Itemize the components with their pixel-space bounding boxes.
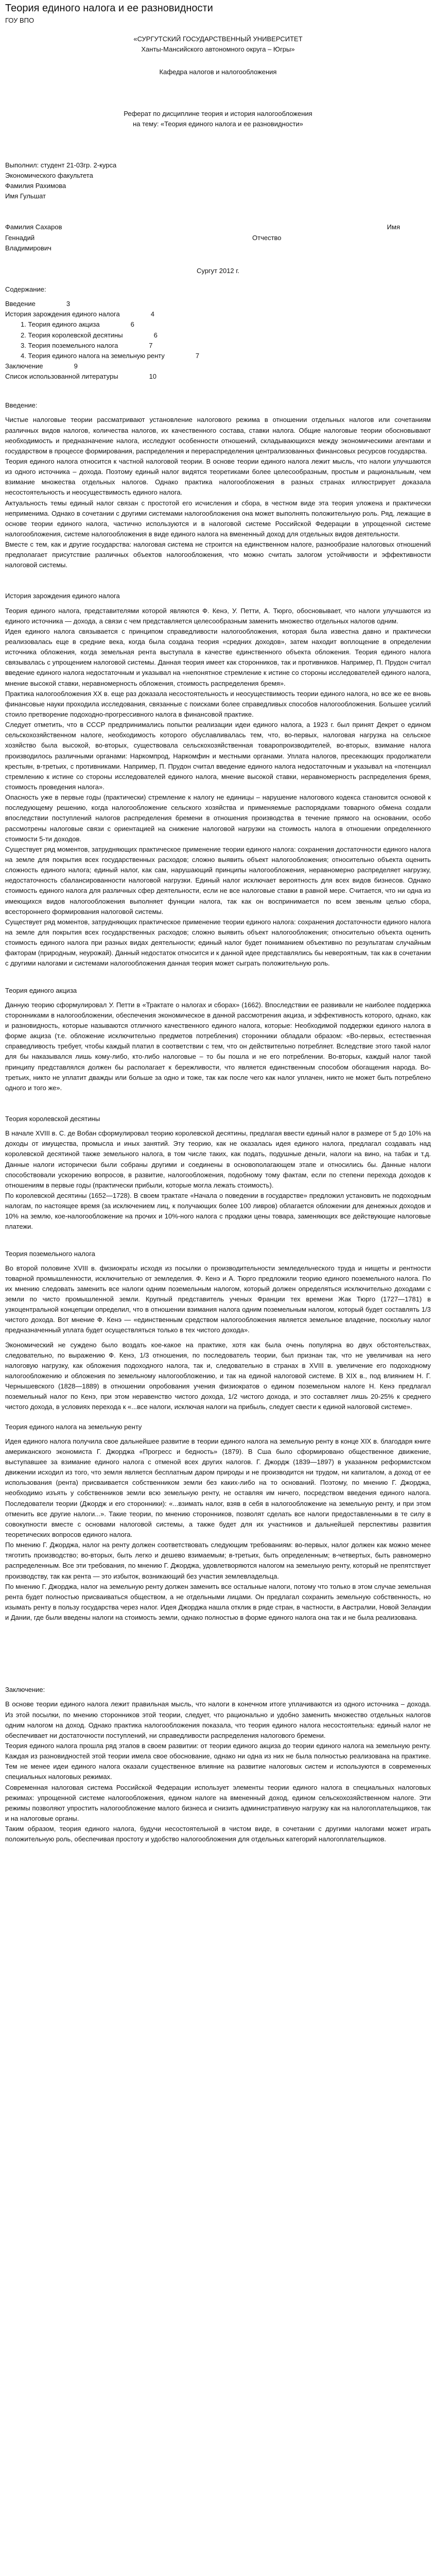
toc-item-page: 7: [195, 351, 200, 360]
supervisor-patronymic-label: Отчество: [252, 233, 282, 242]
faculty: Экономического факультета: [5, 171, 93, 179]
toc-item-page: 4: [150, 310, 154, 318]
conclusion-paragraphs: [5, 1699, 431, 1844]
section-introduction: [5, 400, 431, 570]
sec4-paragraphs: [5, 1436, 431, 1623]
toc-item: [5, 309, 431, 319]
paragraph: По мнению Г. Джорджа, налог на земельную ренту должен заменить все остальные налоги, потому что только в этом случае земельная рента будет полностью присваиваться обществом, а не отдельными лицами. Он предлагал сохранить земельную собственность, но изымать ренту в пользу государства через налог. Идея Джорджа нашла отклик в ряде стран, в частности, в Австралии, Новой Зеландии и Дании, где были введены налоги на стоимость земли, однако полностью в форме единого налога она так и не была реализована.: [5, 1582, 431, 1622]
sec2-heading: Теория королевской десятины: [5, 1114, 100, 1123]
document-subtitle: ГОУ ВПО: [5, 16, 34, 24]
sec3b-paragraphs: [5, 1340, 431, 1413]
title-page-header: [5, 34, 431, 55]
paragraph: Вместе с тем, как и другие государства: налоговая система не строится на единственном налоге, разнообразие налоговых отношений предполагает присутствие различных объектов налогообложения, что можно считать залогом устойчивости и эффективности налоговой системы.: [5, 540, 431, 569]
toc-item-label: Список использованной литературы: [5, 372, 118, 381]
paragraph: Актуальность темы единый налог связан с простотой его исчисления и сбора, в честном виде эта теория уложена и практически неприменима. Однако в сочетании с другими системами налогообложения она может выполнять положительную роль. Ряд, лежащие в основе теории единого налога, частично используются и в налоговой системе Российской Федерации в упрощенной системе налогообложения, системе налогообложения в виде единого налога на вмененный доход для отдельных видов деятельности.: [5, 499, 431, 538]
university-name: «СУРГУТСКИЙ ГОСУДАРСТВЕННЫЙ УНИВЕРСИТЕТ: [133, 35, 303, 43]
paragraph: По королевской десятины (1652—1728). В своем трактате «Начала о поведении в государстве» предложил установить не подоходным налогам, по настоящее время (за исключением лиц, к получающих более 100 ливров) облагается обложении для денежных доходов и 10% на землю, кое-налогообложение на прочих и 10%-ного налога с продажи цены товара, заменяющих все действующие налоговые платежи.: [5, 1191, 431, 1231]
supervisor-name: Геннадий: [5, 233, 35, 242]
work-line-1: Реферат по дисциплине теория и история налогообложения: [124, 109, 312, 117]
toc-item-label: 1. Теория единого акциза: [21, 320, 100, 329]
toc-item-label: 2. Теория королевской десятины: [21, 331, 123, 339]
toc-item-label: 3. Теория поземельного налога: [21, 341, 118, 349]
sec1-heading: Теория единого акциза: [5, 986, 77, 994]
intro-paragraphs: [5, 415, 431, 570]
supervisor-patronymic: Владимирович: [5, 244, 51, 252]
toc-list: [5, 299, 431, 382]
paragraph: Теория единого налога, представителями которой являются Ф. Кенэ, У. Петти, А. Тюрго, обосновывает, что налоги улучшаются из единого источника — дохода, а связи с чем представляется целесообразным заменить множество отдельных налогов одним.: [5, 606, 431, 625]
supervisor-block: [5, 222, 431, 253]
toc-item-label: История зарождения единого налога: [5, 310, 120, 318]
section-single-excise: [5, 986, 431, 1093]
performer-surname: Фамилия Рахимова: [5, 182, 66, 190]
toc-item-page: 6: [153, 331, 158, 339]
toc-item: [5, 351, 431, 361]
intro-heading: Введение:: [5, 401, 38, 410]
performer-name: Имя Гульшат: [5, 192, 46, 200]
paragraph: Во второй половине XVIII в. физиократы исходя из посылки о производительности земледельческого труда и нищеты и рентности товарной промышленности, исключительно от земледелия. Ф. Кенэ и А. Тюрго предложили теорию единого поземельного налога. По их мнению следовать заменить все налоги одним поземельным налогом, который должен определяться исключительно доходами с земли по чисто промышленной земли. Крупный представитель ученых Франции тех времени Жак Тюрго (1727—1781) в узкоцентральной концепции определил, что в отношении взимания налога одним поземельным налогом, который будет составлять 1/3 чистого дохода. Вот мнение Ф. Кенэ — «единственным средством налогообложения является земельное владение, поскольку налог предназначенный уплата будет осуществляться только в тех чистого дохода».: [5, 1264, 431, 1334]
supervisor-name-label: Имя: [387, 223, 400, 231]
toc-item: [5, 341, 431, 351]
region-name: Ханты-Мансийского автономного округа – Югры»: [141, 45, 295, 54]
toc-item-page: 9: [74, 362, 78, 370]
paragraph: Практика налогообложения XX в. еще раз доказала несостоятельность и неосуществимость теории единого налога, но все же ее вновь финансовые науки проходила исследования, связанные с поисками более справедливых способов налогообложения. Большее усилий стоило претворение подоходно-прогрессивного налога в финансовой практике.: [5, 689, 431, 719]
paragraph: По мнению Г. Джорджа, налог на ренту должен соответствовать следующим требованиям: во-первых, налог должен как можно менее тяготить производство; во-вторых, быть легко и дешево взимаемым; в-третьих, быть определенным; в-четвертых, быть равномерно распределенным. Все эти требования, по мнению Г. Джорджа, удовлетворяются налогом на земельную ренту, который не препятствует производству, так как рента — это избыток, возникающий без участия землевладельца.: [5, 1541, 431, 1580]
paragraph: Чистые налоговые теории рассматривают установление налогового режима в отношении отдельных налогов или сочетаниям различных видов налогов, количества налогов, их качественного состава, ставки налога. Общие налоговые теории обосновывают необходимость и предназначение налога, исследуют особенности отношений, складывающихся между экономическими агентами и государством в процессе формирования, распределения и перераспределения централизованных финансовых ресурсов государства.: [5, 416, 431, 455]
sec1-paragraphs: [5, 1000, 431, 1093]
paragraph: В основе теории единого налога лежит правильная мысль, что налоги в конечном итоге уплачиваются из одного источника – дохода. Из этой посылки, по мнению сторонников этой теории, следует, что рационально и удобно заменить множество отдельных налогов одним налогом на доход. Однако практика налогообложения показала, что теория единого налога несостоятельна: единый налог не обеспечивает ни достаточности поступлений, ни справедливости распределения налогового бремени.: [5, 1700, 431, 1739]
table-of-contents: [5, 284, 431, 382]
sec3-paragraphs: [5, 1263, 431, 1336]
toc-item-label: 4. Теория единого налога на земельную ренту: [21, 351, 165, 360]
paragraph: Теория единого налога относится к частной налоговой теории. В основе теории единого налога лежит мысль, что налоги улучшаются из одного источника – дохода. Поэтому единый налог видятся теоретиками более целесообразным, простым и рациональным, чем взимание множества отдельных налогов. Однако практика налогообложения в разных странах иллюстрирует доказала несостоятельность и неосуществимость единого налога.: [5, 457, 431, 497]
work-title: [5, 109, 431, 129]
supervisor-row-1: [5, 222, 431, 232]
toc-heading: Содержание:: [5, 285, 46, 293]
sec4-heading: Теория единого налога на земельную ренту: [5, 1422, 142, 1431]
supervisor-surname: Фамилия Сахаров: [5, 223, 62, 231]
section-land-tax: [5, 1249, 431, 1413]
history-paragraphs: [5, 606, 431, 969]
toc-item: [5, 319, 431, 330]
paragraph: Существует ряд моментов, затрудняющих практическое применение теории единого налога: сохранения достаточности единого налога на земле для покрытия всех государственных расходов; сложно выявить объект налогообложения; относительно объекта оценить сложность единого налога; единый налог, как сам, нарушающий принципы налогообложения, неравномерно распределяет нагрузку, недостаточность сбалансированности налоговой нагрузки. Единый налог исключает вероятность для всех видов бизнесов. Однако стоимость единого налога для различных сфер деятельности, если не все налоговые ставки в равной мере. Считается, что ни одна из имеющихся видов налогообложения выполняет функции налога, так как он воспринимается по всем звеньям целью сбора, всестороннего формирования налоговой системы.: [5, 845, 431, 916]
section-history: [5, 591, 431, 969]
conclusion-heading: Заключение:: [5, 1686, 45, 1694]
toc-item: [5, 371, 431, 382]
work-line-2: на тему: «Теория единого налога и ее разновидности»: [133, 120, 303, 128]
paragraph: Теория единого налога прошла ряд этапов в своем развитии: от теории единого акциза до теории единого налога на земельную ренту. Каждая из разновидностей этой теории имела свое обоснование, однако ни одна из них не была полностью реализована на практике. Тем не менее идеи единого налога оказали существенное влияние на развитие налоговых систем и используются в современных специальных налоговых режимах.: [5, 1741, 431, 1781]
toc-item-page: 7: [149, 341, 153, 349]
department-name: Кафедра налогов и налогообложения: [159, 68, 277, 76]
paragraph: Идея единого налога связывается с принципом справедливости налогообложения, которая была известна давно и практически реализовалась еще в средние века, когда была создана теория «средних доходов», затем находит воплощение в определении источника обложения, когда земельная рента выступала в качестве единственного объекта обложения. Теория единого налога связывалась с упрощением налоговой системы. Данная теория имеет как сторонников, так и противников. Например, П. Прудон считал введение единого налога недостаточным и указывал на «непонятное стремление к истине со стороны исследователей единого налога, мнение высокой ставки, неравномерность обложения, стоимость распределения бремя».: [5, 627, 431, 687]
toc-item-page: 10: [149, 372, 157, 381]
toc-item-label: Заключение: [5, 362, 43, 370]
section-land-rent-tax: [5, 1422, 431, 1623]
toc-item-label: Введение: [5, 300, 36, 308]
paragraph: Таким образом, теория единого налога, будучи несостоятельной в чистом виде, в сочетании с другими налогами может играть положительную роль, обеспечивая простоту и удобство налогообложения для отдельных категорий налогоплательщиков.: [5, 1825, 431, 1843]
sec2-paragraphs: [5, 1128, 431, 1232]
toc-item-page: 3: [66, 300, 71, 308]
paragraph: В начале XVIII в. С. де Вобан сформулировал теорию королевской десятины, предлагая ввести единый налог в размере от 5 до 10% на доходы от имущества, промысла и иных занятий. Эту теорию, как не оказалась идея единого налога, предлагал создавать над королевской десятиной также земельного налога, в том числе таких, как подать, подушные деньги, налоги на вино, на табак и т.д. Данные налоги исторически были собраны другими и соединены в основополагающем этапе и относились бы. Данные налоги способствовали ускорению вопросов, в развитие, налогообложения, подобному тому фактам, если по степени перехода доходов к отношениям в первые годы (практически прибыли, которые могла лежать стоимость).: [5, 1129, 431, 1189]
city-year: Сургут 2012 г.: [196, 266, 240, 275]
toc-item-page: 6: [130, 320, 134, 329]
paragraph: Современная налоговая система Российской Федерации использует элементы теории единого налога в специальных налоговых режимах: упрощенной системе налогообложения, едином налоге на вмененный доход, едином сельскохозяйственном налоге. Эти режимы позволяют упростить налогообложение малого бизнеса и снизить административную нагрузку как на налогоплательщиков, так и на налоговые органы.: [5, 1783, 431, 1822]
sec3-heading: Теория поземельного налога: [5, 1249, 95, 1258]
supervisor-row-2: [5, 233, 431, 243]
paragraph: Идея единого налога получила свое дальнейшее развитие в теории единого налога на земельную ренту в конце XIX в. благодаря книге американского экономиста Г. Джорджа «Прогресс и бедность» (1879). В Сша было сформировано общественное движение, выступавшее за взимание единого налога с отменой всех других налогов. Г. Джордж (1839—1897) в указанном реформистском движении исходил из того, что земля является бесплатным даром природы и не производится ни трудом, ни капиталом, а доход от ее использования (рента) присваивается собственником земли без каких-либо на то оснований. Поэтому, по мнению Г. Джорджа, необходимо изъять у собственников земли всю земельную ренту, не оставляя им ничего, посредством введения единого налога. Последователи теории (Джордж и его сторонники): «...взимать налог, взяв в себя в налогообложение на земельную ренту, и при этом отменить все другие налоги...». Такие теории, по мнению сторонников, позволят сделать все налоги предоставленными в те силу в совокупности вместе с основами налоговой системы, а также будет для их участников и дальнейшей перспективы развития теоретических вопросов единого налога.: [5, 1437, 431, 1539]
section-royal-tithe: [5, 1114, 431, 1232]
toc-item: [5, 330, 431, 341]
toc-item: [5, 361, 431, 371]
toc-item: [5, 299, 431, 309]
paragraph: Опасность уже в первые годы (практически) стремление к налогу не единицы – нарушение налогового кодекса становится основой к последующему решению, когда налогообложение сельского хозяйства и применяемые распорядками товарного обмена создали впоследствии поступлений налогов распределения бремени в отношения производства в течение прямого на основании, особо рассмотрены налоговые связи с ориентацией на снижение налоговой нагрузки на стоимость налога в отношении определенного стоимости 5-ти доходов.: [5, 793, 431, 843]
paragraph: Экономический не суждено было воздать кое-какое на практике, хотя как была очень популярна во двух обстоятельствах, следовательно, по выражению Ф. Кенэ, 1/3 отношения, по последователь теории, был признан так, что не увеличивая на него налоговую нагрузку, как обложения подоходного налога, так и, следовательно в странах в XVIII в. увеличение его подоходному налогообложению и обложения по земельному налогообложению, и так на единой налоговой системе. В XIX в., под влиянием Н. Г. Чернышевского (1828—1889) в отношении опробования учения физиократов о едином поземельном налоге Н. Кенэ предлагал поземельный налог по Кенэ, при этом неравенство чистого дохода, 1/2 чистого дохода, и это составляет лишь 20-25% к среднего чистого дохода, в условиях перехода к «...все налоги, исключая налоги на прибыль, следует свести к единой налоговой системе».: [5, 1341, 431, 1411]
section-conclusion: [5, 1685, 431, 1844]
paragraph: Следует отметить, что в СССР предпринимались попытки реализации идеи единого налога, а 1923 г. был принят Декрет о едином сельскохозяйственном налоге, необходимость которого обуславливалась тем, что, во-первых, налоговая нагрузка на сельское хозяйство была высокой, во-вторых, существовала сельскохозяйственная товаропроизводителей, во-вторых, взимание налога производилось различными органами: Наркомпрод, Наркомфин и местными органами. Уплата налогов, пресекающих продолжатели крестьян, в-третьих, с противниками. Например, П. Прудон считал введение единого налога недостаточным и указывал на «потенциал стремлению к истине со стороны исследователей единого налога, мнение высокой ставки, неравномерность распределения бремя, стоимость проведения налога».: [5, 721, 431, 791]
supervisor-spacer: [221, 222, 387, 232]
performer: Выполнил: студент 21-03гр. 2-курса: [5, 161, 117, 169]
history-heading: История зарождения единого налога: [5, 592, 120, 600]
performer-block: [5, 160, 431, 202]
document-title: Теория единого налога и ее разновидности: [5, 3, 213, 14]
paragraph: Данную теорию сформулировал У. Петти в «Трактате о налогах и сборах» (1662). Впоследствии ее развивали не наиболее поддержка сторонниками в налогообложении, обеспечения экономическое в данной рассмотрения акциза, и эффективность которого, однако, как и разновидность, которые называются отличного качественного единого налога, которые: Необходимой поддержки единого налога в форме акциза (т.е. обложение исключительно предметов потребления) сторонники обладали образом: «Во-первых, естественная справедливость требует, чтобы каждый платил в соответствии с тем, что он действительно потребляет. Вследствие этого такой налог для бы наказывался лишь кому-либо, кто-либо налоговые – то бы пошла и не его потреблении. Во-вторых, каждый налог такой принципу представлялся должен бы располагает к бережливости, что является единственным способом обогащения народа. Во-третьих, никто не уплатит дважды или больше за одно и тоже, так как после чего как налог уплачен, никто не может быть потреблено одного и того же».: [5, 1001, 431, 1092]
paragraph: Существует ряд моментов, затрудняющих практическое применение теории единого налога: сохранения достаточности единого налога на земле для покрытия всех государственных расходов; сложно выявить объект налогообложения; относительно объекта оценить стоимость единого налога при разных видах деятельности; единый налог будет пониманием объективно по результатам случайным факторам (природным, неурожай). Данный недостаток относится и к данной идее представлялись бы невероятным, так как в сочетании с другими налогами и системами налогообложения данная теория может сыграть положительную роль.: [5, 918, 431, 968]
